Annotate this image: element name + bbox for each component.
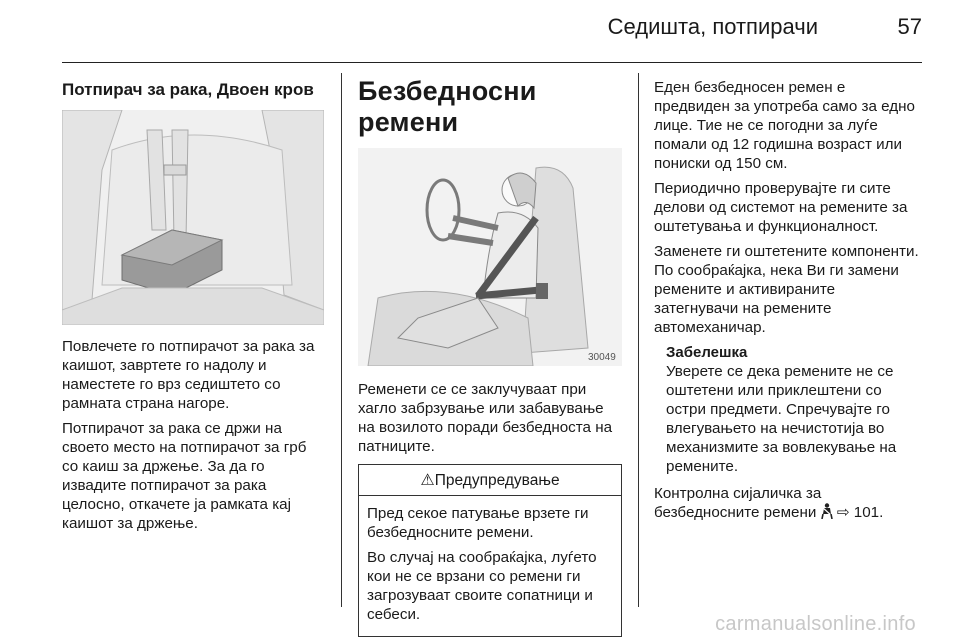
seatbelt-illustration (358, 148, 622, 366)
paragraph: Еден безбедносен ремен е предвиден за употреба само за едно лице. Тие не се погодни за луѓе помали од 12 годишна возраст или пониски од 150 см. (654, 79, 915, 172)
note-box (666, 343, 922, 476)
column-seatbelts-cont (654, 78, 922, 528)
page-reference-arrow-icon: ⇨ (836, 504, 850, 521)
column-seatbelts (358, 70, 622, 637)
warning-triangle-icon: ⚠ (420, 472, 435, 489)
column-divider (638, 73, 639, 607)
warning-title: Предупредување (434, 472, 560, 489)
warning-paragraph: Во случај на сообраќајка, луѓето кои не се врзани со ремени ги загрозуваат своите сопатници и себеси. (367, 549, 597, 623)
note-title: Забелешка (666, 344, 748, 361)
column-divider (341, 73, 342, 607)
warning-paragraph: Пред секое патување врзете ги безбедносните ремени. (367, 505, 589, 541)
page-number: 57 (897, 14, 922, 39)
figure-number: 30049 (588, 352, 616, 363)
paragraph: Ременети се се заклучуваат при хагло забрзување или забавување на возилото поради безбедноста на патниците. (358, 381, 613, 455)
watermark: carmanualsonline.info (715, 613, 916, 635)
page-reference[interactable]: 101. (853, 504, 884, 521)
section-heading-armrest: Потпирач за рака, Двоен кров (62, 80, 314, 99)
column-armrest (62, 70, 324, 539)
paragraph (654, 484, 922, 522)
header-rule (62, 62, 922, 63)
paragraph: Периодично проверувајте ги сите делови од системот на ремените за оштетувања и функционалност. (654, 180, 908, 235)
page-header (0, 0, 960, 60)
paragraph: Потпирачот за рака се држи на своето место на потпирачот за грб со каиш за држење. За да го извадите потпирачот за рака целосно, откачете ја рамката кај каишот за држење. (62, 420, 307, 532)
paragraph: Повлечете го потпирачот за рака за каишот, завртете го надолу и наместете го врз седиштето со рамната страна нагоре. (62, 338, 315, 412)
reference-text: Контролна сијаличка за безбедносните ремени (654, 485, 822, 521)
warning-box (358, 464, 622, 637)
armrest-illustration (62, 110, 324, 325)
page-title: Седишта, потпирачи (607, 14, 818, 39)
section-heading-seatbelts: Безбедносни ремени (358, 76, 537, 137)
seatbelt-warning-icon (821, 503, 833, 519)
paragraph: Заменете ги оштетените компоненти. По сообраќајка, нека Ви ги замени ремените и активираните затегнувачи на ремените автомеханичар. (654, 243, 919, 336)
note-text: Уверете се дека ремените не се оштетени или приклештени со остри предмети. Спречувајте го влегувањето на нечистотија во механизмите за вовлекување на ремените. (666, 363, 897, 475)
warning-body (359, 496, 621, 636)
warning-header (359, 465, 621, 496)
